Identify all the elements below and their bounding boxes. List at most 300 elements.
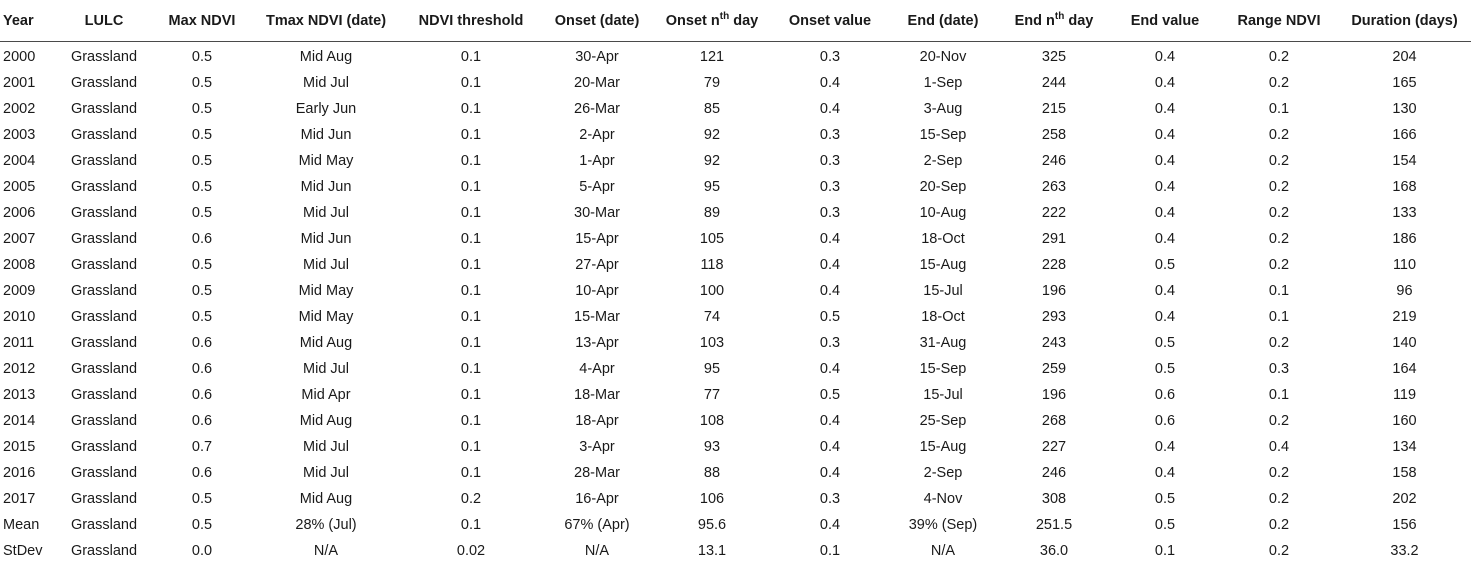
cell-duration: 133: [1392, 205, 1417, 221]
cell-range-ndvi: 0.2: [1268, 465, 1290, 481]
table-row: [0, 486, 1471, 512]
table-row: [0, 42, 1471, 71]
cell-range-ndvi: 0.4: [1268, 439, 1290, 455]
cell-year: 2004: [3, 153, 36, 169]
cell-onset-day: 85: [703, 101, 721, 117]
table-row: [0, 304, 1471, 330]
cell-end-date: 18-Oct: [921, 231, 965, 247]
cell-end-value: 0.5: [1154, 335, 1176, 351]
cell-lulc: Grassland: [70, 309, 138, 325]
cell-range-ndvi: 0.2: [1268, 153, 1290, 169]
cell-end-day: 244: [1041, 75, 1067, 91]
cell-year: 2003: [3, 127, 36, 143]
cell-onset-value: 0.3: [819, 205, 841, 221]
table-row: [0, 356, 1471, 382]
cell-end-value: 0.6: [1154, 413, 1176, 429]
header-end-day: [998, 0, 1110, 42]
cell-lulc: Grassland: [70, 283, 138, 299]
cell-onset-date: 18-Apr: [575, 413, 619, 429]
cell-tmax-ndvi: Mid Aug: [299, 413, 353, 429]
cell-end-day: 36.0: [1039, 543, 1069, 559]
cell-range-ndvi: 0.1: [1268, 283, 1290, 299]
table-row: [0, 174, 1471, 200]
cell-onset-value: 0.4: [819, 361, 841, 377]
cell-onset-day: 106: [699, 491, 725, 507]
cell-ndvi-threshold: 0.1: [460, 517, 482, 533]
cell-range-ndvi: 0.2: [1268, 413, 1290, 429]
cell-ndvi-threshold: 0.1: [460, 179, 482, 195]
cell-lulc: Grassland: [70, 439, 138, 455]
cell-end-day: 222: [1041, 205, 1067, 221]
cell-onset-value: 0.5: [819, 309, 841, 325]
table-row: [0, 96, 1471, 122]
cell-end-day: 196: [1041, 387, 1067, 403]
cell-tmax-ndvi: Mid Jul: [303, 465, 349, 481]
table-row: [0, 408, 1471, 434]
cell-lulc: Grassland: [70, 517, 138, 533]
cell-end-date: 15-Sep: [919, 127, 967, 143]
cell-lulc: Grassland: [70, 465, 138, 481]
cell-tmax-ndvi: Mid Jul: [303, 257, 349, 273]
cell-end-value: 0.4: [1154, 283, 1176, 299]
cell-max-ndvi: 0.5: [191, 75, 213, 91]
cell-year: StDev: [3, 543, 43, 559]
cell-onset-date: 1-Apr: [579, 153, 615, 169]
cell-end-day: 259: [1041, 361, 1067, 377]
cell-max-ndvi: 0.5: [191, 257, 213, 273]
cell-onset-day: 105: [699, 231, 725, 247]
cell-range-ndvi: 0.2: [1268, 257, 1290, 273]
table-row: [0, 538, 1471, 564]
header-tmax-ndvi: Tmax NDVI (date): [252, 0, 400, 42]
header-end-value: End value: [1110, 0, 1220, 42]
cell-end-day: 196: [1041, 283, 1067, 299]
cell-range-ndvi: 0.1: [1268, 101, 1290, 117]
cell-max-ndvi: 0.5: [191, 517, 213, 533]
cell-range-ndvi: 0.2: [1268, 231, 1290, 247]
cell-end-day: 246: [1041, 465, 1067, 481]
cell-onset-value: 0.4: [819, 413, 841, 429]
cell-end-day: 227: [1041, 439, 1067, 455]
cell-onset-day: 79: [703, 75, 721, 91]
cell-end-value: 0.4: [1154, 75, 1176, 91]
header-onset-day-sup: th: [719, 10, 730, 22]
cell-lulc: Grassland: [70, 231, 138, 247]
header-max-ndvi: Max NDVI: [152, 0, 252, 42]
cell-year: 2005: [3, 179, 36, 195]
cell-tmax-ndvi: 28% (Jul): [295, 517, 357, 533]
cell-max-ndvi: 0.6: [191, 335, 213, 351]
cell-end-date: 10-Aug: [919, 205, 967, 221]
cell-ndvi-threshold: 0.1: [460, 101, 482, 117]
cell-max-ndvi: 0.7: [191, 439, 213, 455]
cell-year: 2017: [3, 491, 36, 507]
cell-onset-value: 0.4: [819, 283, 841, 299]
cell-end-date: N/A: [930, 543, 956, 559]
cell-ndvi-threshold: 0.1: [460, 283, 482, 299]
cell-end-value: 0.4: [1154, 179, 1176, 195]
cell-onset-day: 92: [703, 153, 721, 169]
cell-max-ndvi: 0.5: [191, 49, 213, 65]
cell-duration: 156: [1392, 517, 1417, 533]
cell-ndvi-threshold: 0.1: [460, 465, 482, 481]
table-row: [0, 460, 1471, 486]
cell-range-ndvi: 0.2: [1268, 517, 1290, 533]
cell-duration: 96: [1396, 283, 1413, 299]
cell-duration: 119: [1392, 387, 1417, 403]
cell-end-date: 2-Sep: [923, 465, 963, 481]
cell-end-value: 0.5: [1154, 361, 1176, 377]
table-row: [0, 200, 1471, 226]
cell-onset-day: 95: [703, 361, 721, 377]
cell-lulc: Grassland: [70, 543, 138, 559]
cell-year: 2014: [3, 413, 36, 429]
table-row: [0, 226, 1471, 252]
cell-end-value: 0.5: [1154, 517, 1176, 533]
cell-year: 2008: [3, 257, 36, 273]
cell-range-ndvi: 0.2: [1268, 491, 1290, 507]
cell-end-date: 15-Sep: [919, 361, 967, 377]
cell-onset-value: 0.3: [819, 127, 841, 143]
cell-lulc: Grassland: [70, 179, 138, 195]
cell-ndvi-threshold: 0.1: [460, 231, 482, 247]
cell-end-date: 20-Nov: [919, 49, 967, 65]
table-row: [0, 70, 1471, 96]
cell-onset-value: 0.4: [819, 439, 841, 455]
cell-duration: 164: [1392, 361, 1417, 377]
cell-end-value: 0.4: [1154, 127, 1176, 143]
table-header: [0, 0, 1471, 42]
table-row: [0, 122, 1471, 148]
cell-end-value: 0.4: [1154, 153, 1176, 169]
cell-tmax-ndvi: Mid Jun: [300, 231, 352, 247]
cell-lulc: Grassland: [70, 101, 138, 117]
cell-tmax-ndvi: Mid Jun: [300, 127, 352, 143]
cell-tmax-ndvi: Mid Jul: [303, 361, 349, 377]
cell-onset-date: 3-Apr: [579, 439, 615, 455]
cell-end-date: 2-Sep: [923, 153, 963, 169]
cell-ndvi-threshold: 0.1: [460, 127, 482, 143]
header-onset-day: [652, 0, 772, 42]
cell-onset-day: 95: [703, 179, 721, 195]
cell-onset-date: 27-Apr: [575, 257, 619, 273]
cell-max-ndvi: 0.5: [191, 283, 213, 299]
cell-range-ndvi: 0.2: [1268, 205, 1290, 221]
table-row: [0, 330, 1471, 356]
header-onset-day-suffix: day: [729, 12, 759, 29]
cell-duration: 33.2: [1390, 543, 1419, 559]
cell-range-ndvi: 0.2: [1268, 179, 1290, 195]
cell-onset-date: 5-Apr: [579, 179, 615, 195]
cell-range-ndvi: 0.2: [1268, 127, 1290, 143]
cell-end-date: 15-Jul: [923, 387, 963, 403]
cell-onset-value: 0.4: [819, 517, 841, 533]
cell-ndvi-threshold: 0.1: [460, 49, 482, 65]
cell-onset-value: 0.3: [819, 179, 841, 195]
cell-duration: 168: [1392, 179, 1417, 195]
cell-end-day: 308: [1041, 491, 1067, 507]
cell-lulc: Grassland: [70, 257, 138, 273]
cell-tmax-ndvi: Mid Jun: [300, 179, 352, 195]
header-lulc: LULC: [56, 0, 152, 42]
cell-duration: 110: [1392, 257, 1417, 273]
header-end-day-text: End n: [1014, 12, 1055, 29]
cell-ndvi-threshold: 0.1: [460, 387, 482, 403]
cell-onset-day: 95.6: [697, 517, 727, 533]
cell-tmax-ndvi: Mid Aug: [299, 335, 353, 351]
cell-max-ndvi: 0.5: [191, 127, 213, 143]
cell-lulc: Grassland: [70, 491, 138, 507]
header-onset-value: Onset value: [772, 0, 888, 42]
cell-end-value: 0.5: [1154, 257, 1176, 273]
table-row: [0, 512, 1471, 538]
cell-end-value: 0.4: [1154, 101, 1176, 117]
cell-onset-day: 103: [699, 335, 725, 351]
cell-tmax-ndvi: Mid Jul: [303, 439, 349, 455]
cell-max-ndvi: 0.5: [191, 153, 213, 169]
cell-ndvi-threshold: 0.1: [460, 439, 482, 455]
cell-year: 2016: [3, 465, 36, 481]
cell-ndvi-threshold: 0.1: [460, 309, 482, 325]
cell-onset-value: 0.4: [819, 101, 841, 117]
cell-lulc: Grassland: [70, 127, 138, 143]
header-year: Year: [0, 0, 56, 42]
cell-year: 2011: [3, 335, 35, 351]
cell-end-date: 39% (Sep): [908, 517, 978, 533]
cell-end-date: 3-Aug: [923, 101, 963, 117]
cell-end-date: 31-Aug: [919, 335, 967, 351]
cell-onset-date: 15-Apr: [575, 231, 619, 247]
cell-range-ndvi: 0.2: [1268, 543, 1290, 559]
cell-onset-date: 26-Mar: [574, 101, 620, 117]
cell-onset-value: 0.3: [819, 491, 841, 507]
cell-onset-date: 13-Apr: [575, 335, 619, 351]
cell-onset-date: 18-Mar: [574, 387, 620, 403]
cell-duration: 202: [1392, 491, 1417, 507]
cell-onset-date: 30-Mar: [574, 205, 620, 221]
cell-tmax-ndvi: Mid May: [298, 309, 354, 325]
cell-end-day: 228: [1041, 257, 1067, 273]
cell-lulc: Grassland: [70, 361, 138, 377]
cell-tmax-ndvi: Mid Jul: [303, 75, 349, 91]
header-duration: Duration (days): [1338, 0, 1471, 42]
cell-end-day: 325: [1041, 49, 1067, 65]
cell-onset-day: 88: [703, 465, 721, 481]
cell-duration: 160: [1392, 413, 1417, 429]
cell-duration: 130: [1392, 101, 1417, 117]
cell-duration: 219: [1392, 309, 1417, 325]
cell-tmax-ndvi: Mid Jul: [303, 205, 349, 221]
cell-tmax-ndvi: N/A: [313, 543, 339, 559]
cell-onset-value: 0.4: [819, 75, 841, 91]
cell-end-value: 0.1: [1154, 543, 1176, 559]
cell-onset-date: 2-Apr: [579, 127, 615, 143]
cell-duration: 165: [1392, 75, 1417, 91]
cell-range-ndvi: 0.3: [1268, 361, 1290, 377]
cell-end-day: 263: [1041, 179, 1067, 195]
header-end-date: End (date): [888, 0, 998, 42]
cell-ndvi-threshold: 0.1: [460, 413, 482, 429]
cell-duration: 186: [1392, 231, 1417, 247]
cell-lulc: Grassland: [70, 153, 138, 169]
cell-end-date: 20-Sep: [919, 179, 967, 195]
cell-onset-day: 74: [703, 309, 721, 325]
table-row: [0, 148, 1471, 174]
cell-tmax-ndvi: Mid Aug: [299, 491, 353, 507]
cell-onset-value: 0.3: [819, 335, 841, 351]
header-onset-date: Onset (date): [542, 0, 652, 42]
cell-onset-date: 16-Apr: [575, 491, 619, 507]
cell-onset-date: 67% (Apr): [564, 517, 630, 533]
cell-end-day: 291: [1041, 231, 1067, 247]
cell-duration: 154: [1392, 153, 1417, 169]
cell-onset-day: 77: [703, 387, 721, 403]
table-row: [0, 252, 1471, 278]
cell-year: 2000: [3, 49, 36, 65]
cell-duration: 204: [1392, 49, 1417, 65]
cell-ndvi-threshold: 0.2: [460, 491, 482, 507]
cell-year: 2010: [3, 309, 36, 325]
cell-onset-date: N/A: [584, 543, 610, 559]
cell-year: 2015: [3, 439, 36, 455]
cell-end-value: 0.4: [1154, 205, 1176, 221]
cell-range-ndvi: 0.1: [1268, 387, 1290, 403]
cell-tmax-ndvi: Mid Apr: [301, 387, 351, 403]
cell-onset-value: 0.3: [819, 49, 841, 65]
cell-max-ndvi: 0.5: [191, 309, 213, 325]
header-end-day-sup: th: [1054, 10, 1065, 22]
cell-ndvi-threshold: 0.1: [460, 75, 482, 91]
cell-range-ndvi: 0.2: [1268, 49, 1290, 65]
cell-onset-day: 121: [699, 49, 725, 65]
cell-onset-day: 118: [700, 257, 724, 273]
cell-end-day: 243: [1041, 335, 1067, 351]
cell-end-value: 0.4: [1154, 49, 1176, 65]
cell-onset-day: 92: [703, 127, 721, 143]
cell-year: Mean: [3, 517, 40, 533]
header-end-day-suffix: day: [1064, 12, 1094, 29]
cell-duration: 134: [1392, 439, 1417, 455]
cell-max-ndvi: 0.6: [191, 413, 213, 429]
cell-onset-value: 0.1: [819, 543, 841, 559]
cell-end-value: 0.4: [1154, 465, 1176, 481]
cell-onset-date: 10-Apr: [575, 283, 619, 299]
cell-end-value: 0.4: [1154, 231, 1176, 247]
table-body: [0, 42, 1471, 565]
cell-year: 2001: [3, 75, 36, 91]
cell-onset-day: 89: [703, 205, 721, 221]
header-onset-day-text: Onset n: [665, 12, 720, 29]
cell-max-ndvi: 0.5: [191, 101, 213, 117]
cell-tmax-ndvi: Mid May: [298, 283, 354, 299]
table-row: [0, 382, 1471, 408]
cell-max-ndvi: 0.6: [191, 231, 213, 247]
cell-lulc: Grassland: [70, 205, 138, 221]
cell-end-date: 15-Jul: [923, 283, 963, 299]
cell-max-ndvi: 0.0: [191, 543, 213, 559]
cell-max-ndvi: 0.5: [191, 491, 213, 507]
cell-ndvi-threshold: 0.1: [460, 205, 482, 221]
cell-end-day: 293: [1041, 309, 1067, 325]
header-row: [0, 0, 1471, 42]
cell-end-value: 0.6: [1154, 387, 1176, 403]
cell-onset-day: 13.1: [697, 543, 727, 559]
cell-ndvi-threshold: 0.1: [460, 335, 482, 351]
cell-onset-date: 4-Apr: [579, 361, 615, 377]
cell-onset-value: 0.4: [819, 257, 841, 273]
cell-lulc: Grassland: [70, 75, 138, 91]
cell-end-date: 1-Sep: [923, 75, 963, 91]
table-row: [0, 278, 1471, 304]
cell-lulc: Grassland: [70, 335, 138, 351]
cell-end-value: 0.4: [1154, 309, 1176, 325]
table-row: [0, 434, 1471, 460]
cell-onset-date: 28-Mar: [574, 465, 620, 481]
cell-end-day: 251.5: [1035, 517, 1073, 533]
header-range-ndvi: Range NDVI: [1220, 0, 1338, 42]
cell-duration: 166: [1392, 127, 1417, 143]
cell-lulc: Grassland: [70, 387, 138, 403]
cell-ndvi-threshold: 0.02: [456, 543, 486, 559]
cell-onset-day: 93: [703, 439, 721, 455]
cell-range-ndvi: 0.2: [1268, 75, 1290, 91]
cell-end-day: 246: [1041, 153, 1067, 169]
cell-onset-date: 30-Apr: [575, 49, 619, 65]
cell-year: 2002: [3, 101, 36, 117]
cell-max-ndvi: 0.6: [191, 387, 213, 403]
cell-end-value: 0.5: [1154, 491, 1176, 507]
cell-ndvi-threshold: 0.1: [460, 257, 482, 273]
cell-onset-day: 100: [699, 283, 725, 299]
cell-max-ndvi: 0.6: [191, 361, 213, 377]
cell-end-date: 25-Sep: [919, 413, 967, 429]
cell-tmax-ndvi: Early Jun: [295, 101, 357, 117]
header-ndvi-threshold: NDVI threshold: [400, 0, 542, 42]
cell-end-date: 18-Oct: [921, 309, 965, 325]
cell-tmax-ndvi: Mid May: [298, 153, 354, 169]
cell-lulc: Grassland: [70, 413, 138, 429]
cell-max-ndvi: 0.5: [191, 205, 213, 221]
cell-year: 2009: [3, 283, 36, 299]
cell-end-date: 15-Aug: [919, 257, 967, 273]
cell-end-date: 4-Nov: [923, 491, 963, 507]
cell-onset-value: 0.3: [819, 153, 841, 169]
cell-onset-day: 108: [699, 413, 725, 429]
cell-lulc: Grassland: [70, 49, 138, 65]
cell-year: 2006: [3, 205, 36, 221]
cell-onset-value: 0.4: [819, 465, 841, 481]
cell-year: 2013: [3, 387, 36, 403]
cell-onset-date: 20-Mar: [574, 75, 620, 91]
cell-end-value: 0.4: [1154, 439, 1176, 455]
cell-range-ndvi: 0.2: [1268, 335, 1290, 351]
cell-range-ndvi: 0.1: [1268, 309, 1290, 325]
cell-year: 2007: [3, 231, 36, 247]
cell-max-ndvi: 0.6: [191, 465, 213, 481]
cell-end-day: 268: [1041, 413, 1067, 429]
cell-end-day: 215: [1041, 101, 1067, 117]
cell-end-date: 15-Aug: [919, 439, 967, 455]
cell-ndvi-threshold: 0.1: [460, 361, 482, 377]
cell-onset-date: 15-Mar: [574, 309, 620, 325]
cell-end-day: 258: [1041, 127, 1067, 143]
cell-tmax-ndvi: Mid Aug: [299, 49, 353, 65]
cell-max-ndvi: 0.5: [191, 179, 213, 195]
cell-duration: 158: [1392, 465, 1417, 481]
cell-onset-value: 0.4: [819, 231, 841, 247]
cell-onset-value: 0.5: [819, 387, 841, 403]
cell-year: 2012: [3, 361, 36, 377]
